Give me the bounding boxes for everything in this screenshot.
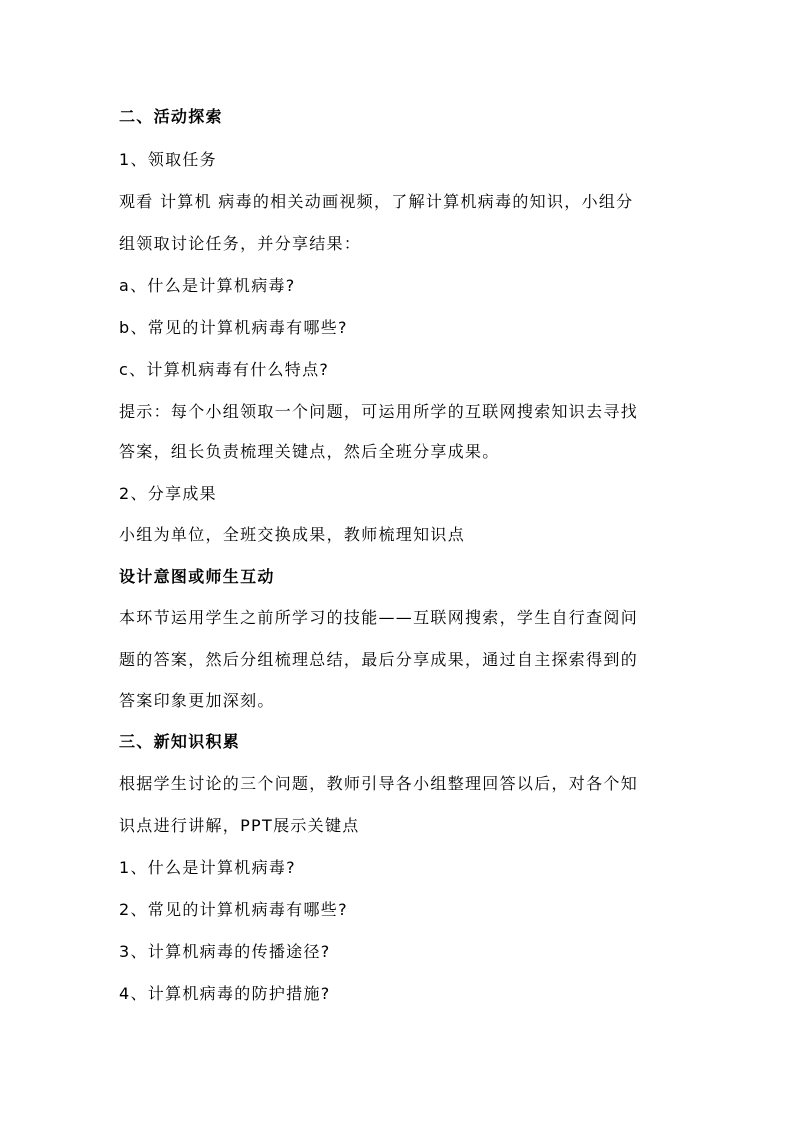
key-point-4: 4、计算机病毒的防护措施? [119,984,331,1003]
key-point-2: 2、常见的计算机病毒有哪些? [119,900,348,919]
section3-paragraph-line2: 识点进行讲解，PPT展示关键点 [119,816,360,835]
step1-paragraph-line1: 观看 计算机 病毒的相关动画视频，了解计算机病毒的知识，小组分 [119,192,634,211]
hint-line1: 提示：每个小组领取一个问题，可运用所学的互联网搜索知识去寻找 [119,402,639,421]
key-point-1: 1、什么是计算机病毒? [119,858,296,877]
step1-paragraph-line2: 组领取讨论任务，并分享结果： [119,234,362,253]
section3-paragraph-line1: 根据学生讨论的三个问题，教师引导各小组整理回答以后，对各个知 [119,774,639,793]
question-c: c、计算机病毒有什么特点? [119,360,330,379]
section3-heading: 三、新知识积累 [119,732,241,751]
design-paragraph-line2: 题的答案，然后分组梳理总结，最后分享成果，通过自主探索得到的 [119,650,639,669]
design-paragraph-line1: 本环节运用学生之前所学习的技能——互联网搜索，学生自行查阅问 [119,608,639,627]
step1-heading: 1、领取任务 [119,150,217,169]
design-intent-heading: 设计意图或师生互动 [119,567,275,586]
section2-heading: 二、活动探索 [119,107,223,126]
key-point-3: 3、计算机病毒的传播途径? [119,942,331,961]
question-a: a、什么是计算机病毒? [119,276,296,295]
step2-paragraph: 小组为单位，全班交换成果，教师梳理知识点 [119,525,466,544]
step2-heading: 2、分享成果 [119,484,217,503]
design-paragraph-line3: 答案印象更加深刻。 [119,691,275,710]
question-b: b、常见的计算机病毒有哪些? [119,318,348,337]
hint-line2: 答案，组长负责梳理关键点，然后全班分享成果。 [119,442,500,461]
